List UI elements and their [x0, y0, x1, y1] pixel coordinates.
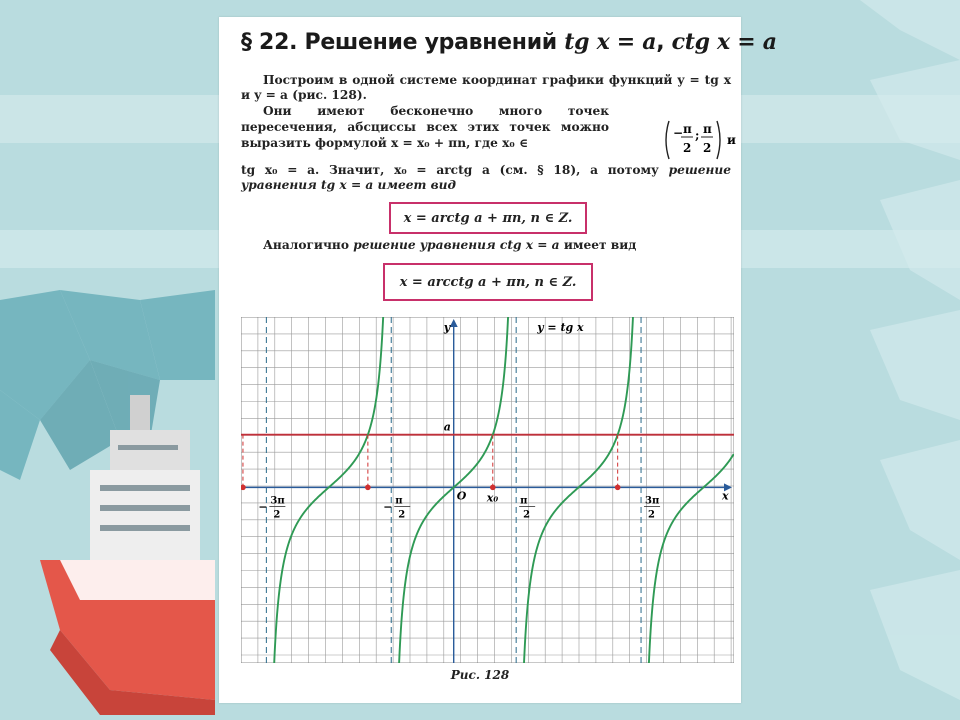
a-label: a	[443, 420, 451, 434]
tick-denominator: 2	[273, 509, 281, 521]
paragraph-4-emph: решение уравнения ctg x = a	[353, 238, 560, 252]
x-axis-label: x	[722, 489, 729, 503]
figure-caption: Рис. 128	[450, 668, 510, 682]
origin-label: O	[456, 489, 467, 503]
paragraph-4	[241, 238, 731, 253]
interval-two-2: 2	[703, 141, 712, 155]
title-equation-ctg: ctg x = a	[671, 29, 777, 55]
tick-denominator: 2	[648, 509, 656, 521]
title-prefix: § 22. Решение уравнений	[241, 30, 565, 55]
intersection-point	[365, 485, 371, 491]
formula-box-arcctg: x = arcctg a + πn, n ∈ Z.	[383, 263, 593, 301]
interval-formula	[661, 117, 741, 163]
tick-numerator: π	[395, 495, 403, 507]
tangent-graph	[241, 317, 734, 663]
function-label: y = tg x	[537, 321, 584, 334]
paragraph-4-tail: имеет вид	[559, 238, 637, 252]
interval-pi-2: π	[703, 122, 712, 136]
page-title	[241, 29, 777, 55]
paragraph-4-lead: Аналогично	[263, 238, 354, 252]
left-paren	[666, 121, 669, 159]
textbook-page	[219, 17, 777, 703]
formula-box-arctg: x = arctg a + πn, n ∈ Z.	[389, 202, 587, 234]
right-paren	[717, 121, 720, 159]
interval-pi-1: π	[683, 122, 692, 136]
y-axis-arrow	[450, 319, 458, 327]
chart-frame	[241, 317, 734, 663]
tick-numerator: π	[520, 495, 528, 507]
tangent-branch	[648, 454, 733, 663]
tick-numerator: 3π	[645, 495, 660, 507]
paragraph-1: Построим в одной системе координат графики функций y = tg x и y = a (рис. 128).	[241, 73, 731, 102]
paragraph-3-emph: решение уравнения tg x = a имеет вид	[241, 163, 731, 192]
title-equation-tg: tg x = a	[564, 29, 657, 55]
interval-two-1: 2	[683, 141, 692, 155]
y-axis-label: y	[443, 321, 451, 334]
interval-minus: −	[673, 126, 684, 140]
paragraph-2: Они имеют бесконечно много точек пересечения, абсциссы всех этих точек можно выразить формулой x = x₀ + πn, где x₀ ∈	[241, 104, 609, 150]
interval-semicolon: ;	[695, 128, 700, 142]
paragraph-3-lead: tg x₀ = a. Значит, x₀ = arctg a (см. § 18), а потому	[241, 163, 669, 177]
tick-sign: −	[383, 500, 393, 514]
intersection-point	[241, 485, 246, 491]
tick-denominator: 2	[398, 509, 406, 521]
intersection-point	[490, 485, 496, 491]
tick-sign: −	[258, 500, 268, 514]
tick-numerator: 3π	[270, 495, 285, 507]
interval-tail-and: и	[727, 133, 736, 147]
paragraph-3	[241, 163, 731, 193]
intersection-point	[615, 485, 621, 491]
x0-label: x₀	[486, 491, 499, 505]
tick-denominator: 2	[523, 509, 531, 521]
title-separator: ,	[656, 30, 672, 55]
